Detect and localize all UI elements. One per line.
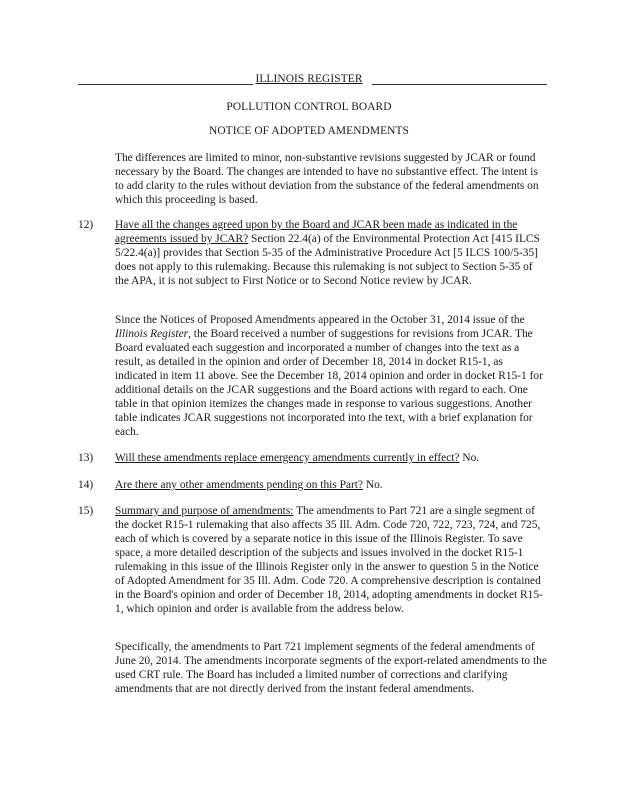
intro-paragraph: The differences are limited to minor, non-substantive revisions suggested by JCAR or found necessary by the Board. The changes are intended to have no substantive effect. The intent is to add clarity to the rules without deviation from the substance of the federal amendments on which this proceeding is based. xyxy=(115,152,539,206)
item-14-text xyxy=(115,478,548,492)
item-14-question: Are there any other amendments pending on this Part? xyxy=(115,479,363,491)
item-12-answer: Section 22.4(a) of the Environmental Protection Act [415 ILCS 5/22.4(a)] provides that Section 5-35 of the Administrative Procedure Act [5 ILCS 100/5-35] does not apply to this rulemaking. Because this rulemaking is not subject to Section 5-35 of the APA, it is not subject to First Notice or to Second Notice review by JCAR. xyxy=(115,233,540,287)
item-12-paragraph-2 xyxy=(115,313,547,439)
item-13-question: Will these amendments replace emergency amendments currently in effect? xyxy=(115,452,460,464)
item-15-number: 15) xyxy=(78,505,94,517)
item-12-number: 12) xyxy=(78,219,94,231)
item-13-text xyxy=(115,451,548,465)
register-title: ILLINOIS REGISTER xyxy=(255,73,363,85)
notice-title: NOTICE OF ADOPTED AMENDMENTS xyxy=(209,125,409,137)
item-12-para2-a: Since the Notices of Proposed Amendments appeared in the October 31, 2014 issue of the xyxy=(115,314,525,326)
item-12-para2-b: , the Board received a number of suggestions for revisions from JCAR. The Board evaluated each suggestion and incorporated a number of changes into the text as a result, as detailed in the opinion and order of December 18, 2014 in docket R15-1, as indicated in item 11 above. See the December 18, 2014 opinion and order in docket R15-1 for additional details on the JCAR suggestions and the Board actions with regard to each. One table in that opinion itemizes the changes made in response to various suggestions. Another table indicates JCAR suggestions not incorporated into the text, with a brief explanation for each. xyxy=(115,328,543,438)
item-15-question: Summary and purpose of amendments: xyxy=(115,505,294,517)
agency-name: POLLUTION CONTROL BOARD xyxy=(226,101,392,113)
item-12-question: Have all the changes agreed upon by the Board and JCAR been made as indicated in the agreements issued by JCAR? xyxy=(115,219,518,245)
item-13-answer: No. xyxy=(459,452,480,464)
item-15-answer: The amendments to Part 721 are a single segment of the docket R15-1 rulemaking that also affects 35 Ill. Adm. Code 720, 722, 723, 724, and 725, each of which is covered by a separate notice in this issue of the Illinois Register. To save space, a more detailed description of the subjects and issues involved in the docket R15-1 rulemaking in this issue of the Illinois Register only in the answer to question 5 in the Notice of Adopted Amendment for 35 Ill. Adm. Code 720. A comprehensive description is contained in the Board's opinion and order of December 18, 2014, adopting amendments in docket R15-1, which opinion and order is available from the address below. xyxy=(115,505,543,615)
item-15-text xyxy=(115,504,548,616)
item-12-para2-italic: Illinois Register xyxy=(115,328,189,340)
item-14-answer: No. xyxy=(363,479,383,491)
item-12-text xyxy=(115,218,548,288)
item-13-number: 13) xyxy=(78,452,94,464)
item-15-paragraph-2: Specifically, the amendments to Part 721 implement segments of the federal amendments of June 20, 2014. The amendments incorporate segments of the export-related amendments to the used CRT rule. The Board has included a limited number of corrections and clarifying amendments that are not directly derived from the instant federal amendments. xyxy=(115,641,547,695)
header-rule-right xyxy=(372,84,547,85)
item-14-number: 14) xyxy=(78,479,94,491)
